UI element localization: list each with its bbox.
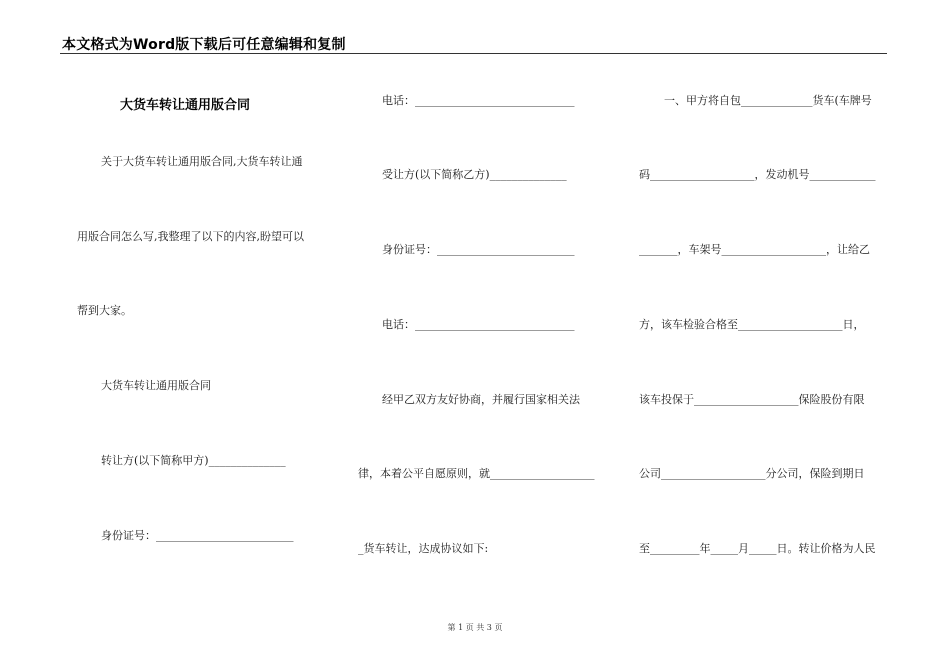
paragraph-line: 律，本着公平自愿原则，就___________________ [358, 467, 595, 480]
paragraph-line: 经甲乙双方友好协商，并履行国家相关法 [382, 393, 580, 406]
paragraph-line: 至_________年_____月_____日。转让价格为人民 [639, 542, 876, 555]
header-divider [60, 53, 887, 54]
paragraph-line: 公司___________________分公司，保险到期日 [639, 467, 865, 480]
paragraph-line: 用版合同怎么写,我整理了以下的内容,盼望可以 [77, 230, 304, 243]
paragraph-line: 身份证号：_________________________ [101, 529, 294, 542]
paragraph-line: 受让方(以下简称乙方)______________ [382, 168, 567, 181]
paragraph-line: 码___________________，发动机号____________ [639, 168, 876, 181]
paragraph-line: _______，车架号___________________，让给乙 [639, 243, 870, 256]
paragraph-line: 方，该车检验合格至___________________日， [639, 318, 865, 331]
paragraph-line: 关于大货车转让通用版合同,大货车转让通 [101, 155, 303, 168]
paragraph-line: 大货车转让通用版合同 [101, 379, 211, 392]
page-number: 第 1 页 共 3 页 [447, 623, 503, 632]
paragraph-line: 帮到大家。 [77, 304, 132, 317]
paragraph-line: 身份证号：_________________________ [382, 243, 575, 256]
document-title: 大货车转让通用版合同 [120, 98, 251, 113]
paragraph-line: 一、甲方将自包_____________货车(车牌号 [664, 94, 872, 107]
paragraph-line: 该车投保于___________________保险股份有限 [639, 393, 865, 406]
header-title: 本文格式为Word版下载后可任意编辑和复制 [62, 37, 346, 53]
paragraph-line: 电话：_____________________________ [382, 318, 575, 331]
paragraph-line: 转让方(以下简称甲方)______________ [101, 454, 286, 467]
paragraph-line: _货车转让，达成协议如下: [358, 542, 489, 555]
paragraph-line: 电话：_____________________________ [382, 94, 575, 107]
